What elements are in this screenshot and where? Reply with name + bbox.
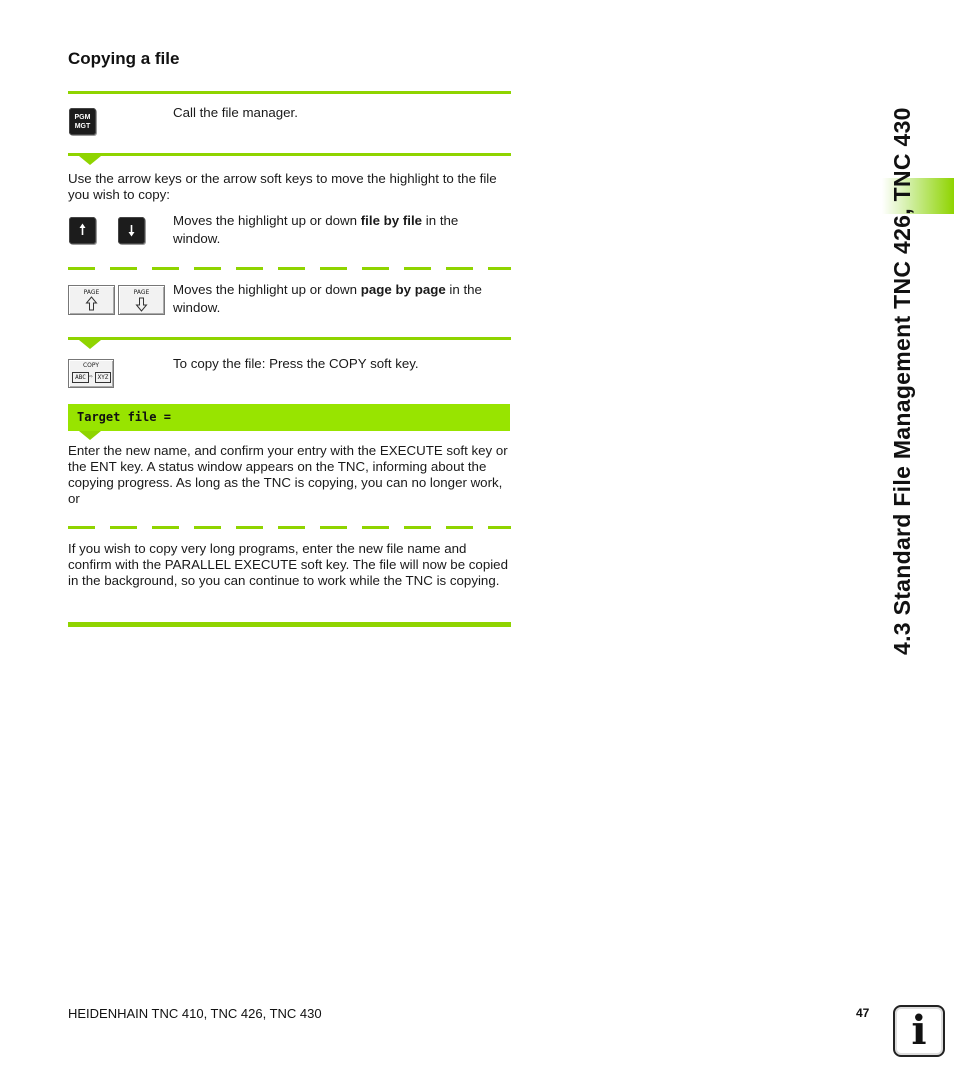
copy-softkey[interactable] — [68, 359, 114, 388]
file-by-file-pre: Moves the highlight up or down — [173, 213, 361, 228]
arrow-keys-intro-text: Use the arrow keys or the arrow soft keys to move the highlight to the file you wish to copy: — [68, 171, 497, 202]
step-arrow-1 — [79, 156, 101, 165]
page-by-page-pre: Moves the highlight up or down — [173, 282, 361, 297]
page-by-page-bold: page by page — [360, 282, 446, 297]
page-up-icon — [69, 295, 114, 313]
step-arrow-2 — [79, 340, 101, 349]
file-by-file-text — [173, 212, 503, 248]
alternative-divider-1 — [68, 267, 511, 270]
info-glyph: i — [911, 1007, 927, 1054]
page-up-softkey[interactable] — [68, 285, 115, 315]
page-down-label: PAGE — [133, 289, 150, 296]
arrow-up-icon — [69, 217, 96, 244]
page-number: 47 — [856, 1006, 870, 1020]
section-top-rule — [68, 91, 511, 94]
alternative-divider-2 — [68, 526, 511, 529]
page-up-label: PAGE — [83, 289, 100, 296]
pgm-key-label-1: PGM — [74, 114, 91, 121]
copy-key-graphic — [72, 372, 110, 383]
section-title: Copying a file — [68, 49, 180, 68]
info-icon — [893, 1005, 945, 1057]
page-down-softkey[interactable] — [118, 285, 165, 315]
call-file-manager-text: Call the file manager. — [173, 105, 298, 120]
target-file-prompt-bar — [68, 404, 510, 431]
page-by-page-text — [173, 281, 513, 317]
copy-instruction-text: To copy the file: Press the COPY soft key. — [173, 356, 419, 371]
file-by-file-bold: file by file — [360, 213, 423, 228]
step-divider-2 — [68, 337, 511, 340]
step-divider-1 — [68, 153, 511, 156]
step-arrow-3 — [79, 431, 101, 440]
parallel-execute-text: If you wish to copy very long programs, enter the new file name and confirm with the PARALLEL EXECUTE soft key. The file will now be copied in the background, so you can continue to work while the TNC is copying. — [68, 541, 508, 588]
section-bottom-rule — [68, 622, 511, 627]
page-down-icon — [119, 295, 164, 313]
footer-text: HEIDENHAIN TNC 410, TNC 426, TNC 430 — [68, 1006, 322, 1021]
arrow-down-key[interactable] — [118, 217, 145, 244]
arrow-up-key[interactable] — [69, 217, 96, 244]
copy-arrow-icon: ⇨ — [89, 373, 93, 380]
copy-key-label: COPY — [82, 362, 100, 369]
execute-instruction-text: Enter the new name, and confirm your entry with the EXECUTE soft key or the ENT key. A status window appears on the TNC, informing about the copying progress. As long as the TNC is copying, you can no longer work, or — [68, 443, 508, 506]
file-by-file-post: in the window. — [173, 213, 459, 246]
arrow-down-icon — [118, 217, 145, 244]
pgm-key-label-2: MGT — [74, 123, 91, 130]
pgm-mgt-key[interactable] — [69, 108, 96, 135]
chapter-side-title-text: 4.3 Standard File Management TNC 426, TNC 430 — [889, 107, 915, 655]
copy-key-from: ABC — [72, 372, 89, 383]
copy-key-to: XYZ — [95, 372, 111, 383]
page-by-page-post: in the window. — [173, 282, 482, 315]
target-file-prompt: Target file = — [77, 410, 171, 424]
